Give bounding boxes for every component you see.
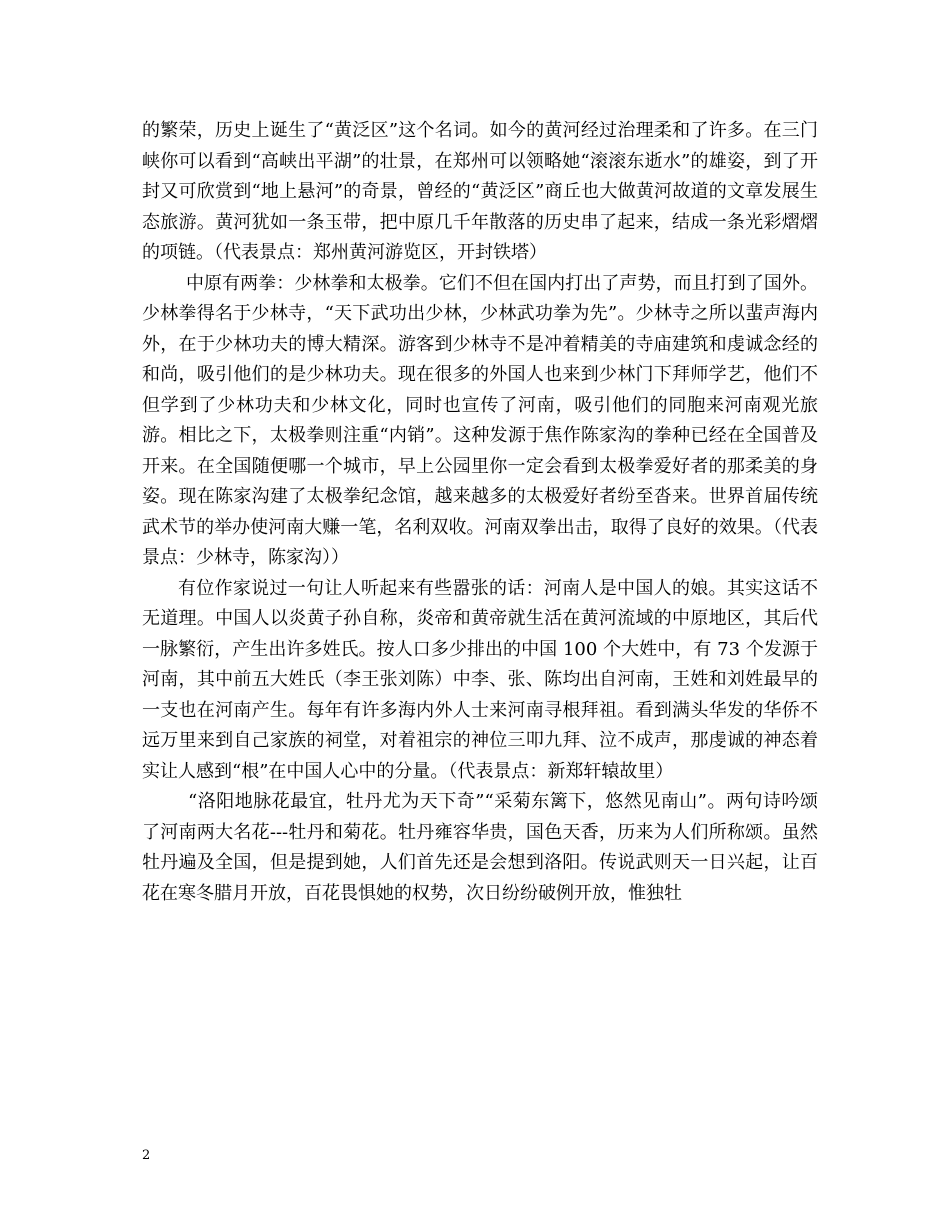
paragraph-surnames-roots: 有位作家说过一句让人听起来有些嚣张的话：河南人是中国人的娘。其实这话不无道理。中国人以炎黄子孙自称，炎帝和黄帝就生活在黄河流域的中原地区，其后代一脉繁衍，产生出许多姓氏。按人口多少排出的中国 100 个大姓中，有 73 个发源于河南，其中前五大姓氏（李王张刘陈）中李、张、陈均出自河南，王姓和刘姓最早的一支也在河南产生。每年有许多海内外人士来河南寻根拜祖。看到满头华发的华侨不远万里来到自己家族的祠堂，对着祖宗的神位三叩九拜、泣不成声，那虔诚的神态着实让人感到“根”在中国人心中的分量。（代表景点：新郑轩辕故里）	[142, 577, 818, 782]
paragraph-famous-flowers: “洛阳地脉花最宜，牡丹尤为天下奇”“采菊东篱下，悠然见南山”。两句诗吟颂了河南两大名花---牡丹和菊花。牡丹雍容华贵，国色天香，历来为人们所称颂。虽然牡丹遍及全国，但是提到她，人们首先还是会想到洛阳。传说武则天一日兴起，让百花在寒冬腊月开放，百花畏惧她的权势，次日纷纷破例开放，惟独牡	[142, 791, 818, 904]
body-text	[142, 116, 818, 909]
paragraph-martial-arts: 中原有两拳：少林拳和太极拳。它们不但在国内打出了声势，而且打到了国外。少林拳得名于少林寺，“天下武功出少林，少林武功拳为先”。少林寺之所以蜚声海内外，在于少林功夫的博大精深。游客到少林寺不是冲着精美的寺庙建筑和虔诚念经的和尚，吸引他们的是少林功夫。现在很多的外国人也来到少林门下拜师学艺，他们不但学到了少林功夫和少林文化，同时也宣传了河南，吸引他们的同胞来河南观光旅游。相比之下，太极拳则注重“内销”。这种发源于焦作陈家沟的拳种已经在全国普及开来。在全国随便哪一个城市，早上公园里你一定会看到太极拳爱好者的那柔美的身姿。现在陈家沟建了太极拳纪念馆，越来越多的太极爱好者纷至沓来。世界首届传统武术节的举办使河南大赚一笔，名利双收。河南双拳出击，取得了良好的效果。（代表景点：少林寺，陈家沟））	[142, 272, 818, 568]
page-number: 2	[142, 1148, 151, 1163]
paragraph-yellow-river: 的繁荣，历史上诞生了“黄泛区”这个名词。如今的黄河经过治理柔和了许多。在三门峡你可以看到“高峡出平湖”的壮景，在郑州可以领略她“滚滚东逝水”的雄姿，到了开封又可欣赏到“地上悬河”的奇景，曾经的“黄泛区”商丘也大做黄河故道的文章发展生态旅游。黄河犹如一条玉带，把中原几千年散落的历史串了起来，结成一条光彩熠熠的项链。（代表景点：郑州黄河游览区，开封铁塔）	[142, 120, 818, 263]
